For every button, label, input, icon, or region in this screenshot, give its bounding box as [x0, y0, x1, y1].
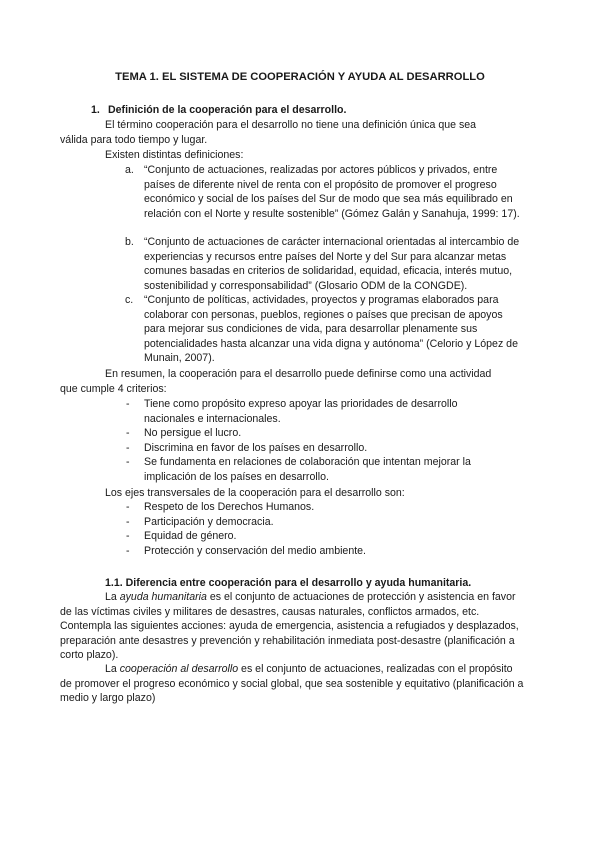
list-marker: - — [126, 441, 130, 454]
list-item-text: Discrimina en favor de los países en desarrollo. — [144, 441, 368, 454]
list-marker: a. — [125, 164, 134, 176]
paragraph-body: es el conjunto de actuaciones, realizadas con el propósito de promover el progreso económico y social global, que sea sostenible y equitativo (planificación a medio y largo plazo) — [60, 663, 524, 705]
list-marker: - — [126, 515, 130, 528]
list-item-text: Tiene como propósito expreso apoyar las prioridades de desarrollo nacionales e internacionales. — [144, 398, 458, 425]
humanitarian-text — [60, 590, 524, 663]
criteria-list — [125, 397, 525, 485]
development-text — [60, 662, 524, 706]
list-item-text: Protección y conservación del medio ambiente. — [144, 544, 366, 557]
list-item — [125, 544, 525, 559]
summary-line-2: que cumple 4 criterios: — [60, 382, 167, 395]
intro-paragraph — [60, 118, 530, 147]
humanitarian-paragraph — [60, 590, 524, 663]
list-item — [125, 163, 525, 235]
list-marker: - — [126, 544, 130, 557]
list-item-text: No persigue el lucro. — [144, 427, 242, 440]
list-marker: - — [126, 530, 130, 543]
paragraph-body: es el conjunto de actuaciones de protección y asistencia en favor de las víctimas civiles y militares de desastres, causas naturales, conflictos armados, etc. Contempla las siguientes acciones: ayuda de emergencia, asistencia a refugiados y desplazados, preparación ante desastres y prevención y rehabilitación inmediata post-desastre (planificación a corto plazo). — [60, 591, 519, 662]
intro-line-2: válida para todo tiempo y lugar. — [60, 133, 208, 146]
development-paragraph — [60, 662, 524, 706]
term-ayuda-humanitaria: ayuda humanitaria — [119, 591, 207, 603]
list-marker: - — [126, 501, 130, 513]
axes-lead: Los ejes transversales de la cooperación para el desarrollo son: — [105, 487, 405, 499]
list-marker: b. — [125, 236, 134, 248]
list-item-text: “Conjunto de actuaciones, realizadas por actores públicos y privados, entre países de diferente nivel de renta con el propósito de promover el progreso económico y social de los países del Sur de modo que sea más equilibrado en relación con el Norte y resulte sostenible” (Gómez Galán y Sanahuja, 1999: 17). — [144, 164, 520, 220]
list-item-text: Equidad de género. — [144, 530, 237, 543]
summary-paragraph — [60, 367, 530, 396]
subsection-heading: 1.1. Diferencia entre cooperación para el desarrollo y ayuda humanitaria. — [105, 577, 472, 589]
summary-line-1: En resumen, la cooperación para el desarrollo puede definirse como una actividad — [105, 368, 492, 380]
section-heading — [91, 103, 346, 118]
definitions-list — [125, 163, 525, 366]
paragraph-prefix: La — [105, 591, 120, 603]
list-item-text: “Conjunto de actuaciones de carácter internacional orientadas al intercambio de experiencias y recursos entre países del Norte y del Sur para alcanzar metas comunes basadas en criterios de solidaridad, equidad, eficacia, interés mutuo, sostenibilidad y corresponsabilidad” (Glosario ODM de la CONGDE). — [144, 236, 520, 292]
intro-line-1: El término cooperación para el desarrollo no tiene una definición única que sea — [105, 119, 477, 131]
term-cooperacion-desarrollo: cooperación al desarrollo — [119, 663, 239, 675]
list-item-text: Respeto de los Derechos Humanos. — [144, 501, 315, 513]
list-item — [125, 426, 525, 441]
list-item — [125, 455, 514, 484]
list-item — [125, 500, 525, 515]
page-title: TEMA 1. EL SISTEMA DE COOPERACIÓN Y AYUDA AL DESARROLLO — [115, 71, 485, 83]
list-item-text: Se fundamenta en relaciones de colaboración que intentan mejorar la implicación de los países en desarrollo. — [144, 456, 471, 483]
list-marker: - — [126, 427, 130, 440]
section-number: 1. — [91, 104, 100, 116]
list-item — [125, 397, 474, 426]
list-item — [125, 441, 525, 456]
axes-list — [125, 500, 525, 558]
list-marker: - — [126, 398, 130, 410]
list-item — [125, 515, 525, 530]
list-item — [125, 293, 525, 366]
list-marker: c. — [125, 294, 134, 306]
list-item — [125, 529, 525, 544]
list-item — [125, 235, 525, 293]
list-item-text: Participación y democracia. — [144, 515, 274, 528]
paragraph-prefix: La — [105, 663, 120, 675]
definitions-lead: Existen distintas definiciones: — [105, 149, 244, 161]
section-heading-text: Definición de la cooperación para el desarrollo. — [108, 104, 347, 116]
list-marker: - — [126, 456, 130, 469]
list-item-text: “Conjunto de políticas, actividades, proyectos y programas elaborados para colaborar con personas, pueblos, regiones o países que precisan de apoyos para mejorar sus condiciones de vida, para desarrollar plenamente sus potencialidades hasta alcanzar una vida digna y autónoma” (Celorio y López de Munain, 2007). — [144, 294, 518, 365]
